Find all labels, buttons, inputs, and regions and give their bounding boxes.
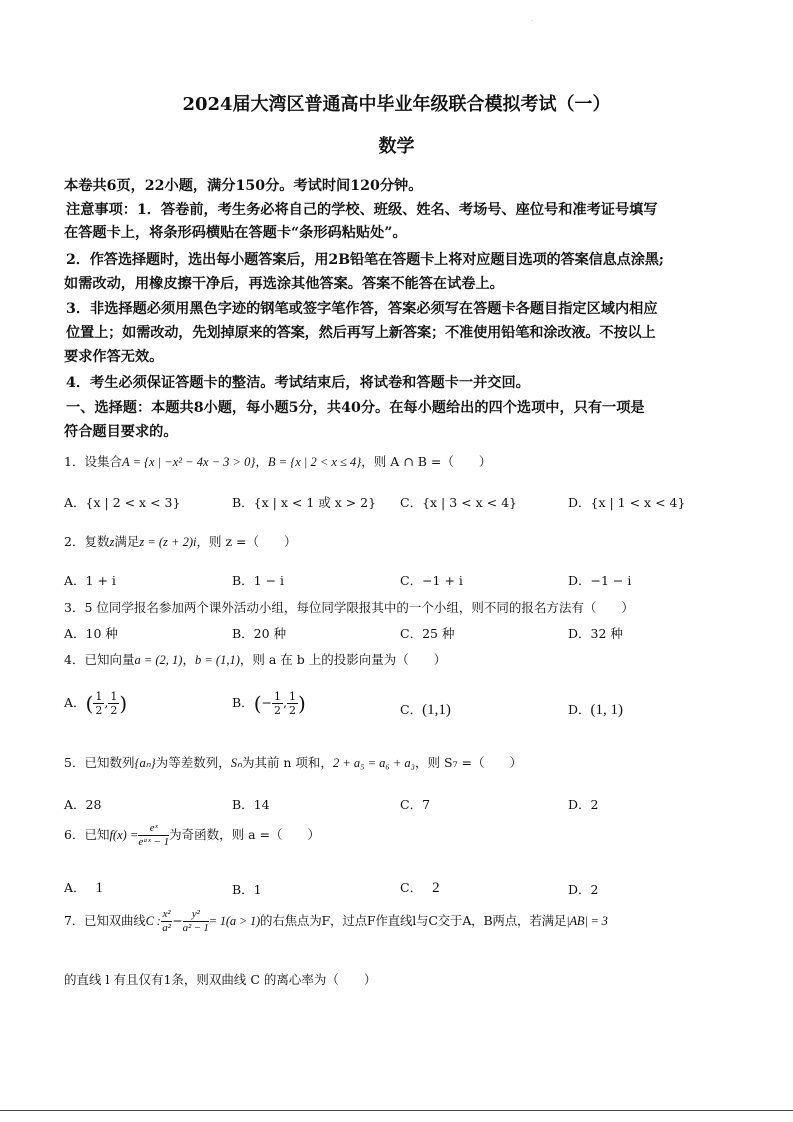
q6-option-b: B．1 bbox=[232, 882, 262, 897]
q1-option-d: D．{x | 1 < x < 4} bbox=[568, 495, 686, 510]
q4-option-b: B．(− $\frac{1}{2}$ , $\frac{1}{2}$ ) bbox=[232, 690, 306, 717]
q6-option-a: A． 1 bbox=[64, 880, 104, 896]
q2-option-c: C．−1 + i bbox=[400, 573, 463, 588]
notice-2a: 2．作答选择题时，选出每小题答案后，用2B铅笔在答题卡上将对应题目选项的答案信息点涂黑; bbox=[66, 252, 664, 268]
section-heading-2: 符合题目要求的。 bbox=[64, 424, 178, 440]
question-3-stem: 3．5 位同学报名参加两个课外活动小组，每位同学限报其中的一个小组，则不同的报名方法有（ ） bbox=[64, 600, 634, 615]
q3-option-a: A．10 种 bbox=[64, 626, 118, 641]
q5-option-c: C．7 bbox=[400, 797, 431, 812]
question-7-stem: 7．已知双曲线C : $\frac{\text{x²}}{\text{a²}}$ − $\frac{\text{y²}}{\text{a² − 1}}$ = 1(a > 1)的右焦点为F，过点F作直线l与C交于A，B两点，若满足|AB| = 3 bbox=[64, 908, 608, 934]
intro-line: 本卷共6页，22小题，满分150分。考试时间120分钟。 bbox=[64, 178, 423, 194]
q1-option-b: B．{x | x < 1 或 x > 2} bbox=[232, 495, 377, 510]
q2-option-a: A．1 + i bbox=[64, 573, 116, 588]
exam-title: 2024届大湾区普通高中毕业年级联合模拟考试（一） bbox=[182, 94, 611, 115]
question-5-stem: 5．已知数列{aₙ}为等差数列，Sₙ为其前 n 项和，2 + a₅ = a₆ + a₃，则 S₇ =（ ） bbox=[64, 755, 523, 770]
question-1-stem: 1．设集合A = {x | −x² − 4x − 3 > 0}，B = {x | 2 < x ≤ 4}，则 A ∩ B =（ ） bbox=[64, 454, 492, 469]
notice-1b: 在答题卡上，将条形码横贴在答题卡“条形码粘贴处”。 bbox=[64, 225, 407, 241]
page-footer-rule bbox=[0, 1110, 793, 1111]
subject-title: 数学 bbox=[378, 136, 415, 157]
q3-option-d: D．32 种 bbox=[568, 626, 623, 641]
q2-option-d: D．−1 − i bbox=[568, 573, 632, 588]
question-4-stem: 4．已知向量a = (2, 1)，b = (1,1)，则 a 在 b 上的投影向量为（ ） bbox=[64, 652, 447, 667]
q3-option-b: B．20 种 bbox=[232, 626, 287, 641]
notice-3b: 位置上；如需改动，先划掉原来的答案，然后再写上新答案；不准使用铅笔和涂改液。不按以上 bbox=[66, 325, 656, 341]
q5-option-a: A．28 bbox=[64, 797, 102, 812]
notice-3a: 3．非选择题必须用黑色字迹的钢笔或签字笔作答，答案必须写在答题卡各题目指定区域内相应 bbox=[66, 301, 658, 317]
q5-option-b: B．14 bbox=[232, 797, 270, 812]
q4-option-a: A．( $\frac{1}{2}$ , $\frac{1}{2}$ ) bbox=[64, 690, 128, 717]
notice-3c: 要求作答无效。 bbox=[64, 349, 164, 365]
q6-option-d: D．2 bbox=[568, 882, 599, 897]
q2-option-b: B．1 − i bbox=[232, 573, 285, 588]
q4-option-c: C．(1,1) bbox=[400, 702, 451, 718]
notice-1a: 注意事项：1．答卷前，考生务必将自己的学校、班级、姓名、考场号、座位号和准考证号填写 bbox=[66, 202, 658, 218]
q1-option-a: A．{x | 2 < x < 3} bbox=[64, 495, 181, 510]
notice-2b: 如需改动，用橡皮擦干净后，再选涂其他答案。答案不能答在试卷上。 bbox=[64, 276, 504, 292]
q4-option-d: D．(1, 1) bbox=[568, 702, 624, 718]
question-2-stem: 2．复数z满足z = (z + 2)i，则 z =（ ） bbox=[64, 534, 297, 549]
question-6-stem: 6．已知f(x) = $\frac{\text{eˣ}}{\text{eᵃˣ − 1}}$ 为奇函数，则 a =（ ） bbox=[64, 822, 321, 848]
q1-option-c: C．{x | 3 < x < 4} bbox=[400, 495, 517, 510]
section-heading-1: 一、选择题：本题共8小题，每小题5分，共40分。在每小题给出的四个选项中，只有一项是 bbox=[66, 400, 645, 416]
question-7-line2: 的直线 l 有且仅有1条，则双曲线 C 的离心率为（ ） bbox=[64, 972, 377, 987]
q5-option-d: D．2 bbox=[568, 797, 599, 812]
q3-option-c: C．25 种 bbox=[400, 626, 455, 641]
notice-4: 4．考生必须保证答题卡的整洁。考试结束后，将试卷和答题卡一并交回。 bbox=[66, 375, 530, 391]
q6-option-c: C． 2 bbox=[400, 880, 440, 896]
page-mark: · bbox=[531, 18, 533, 25]
